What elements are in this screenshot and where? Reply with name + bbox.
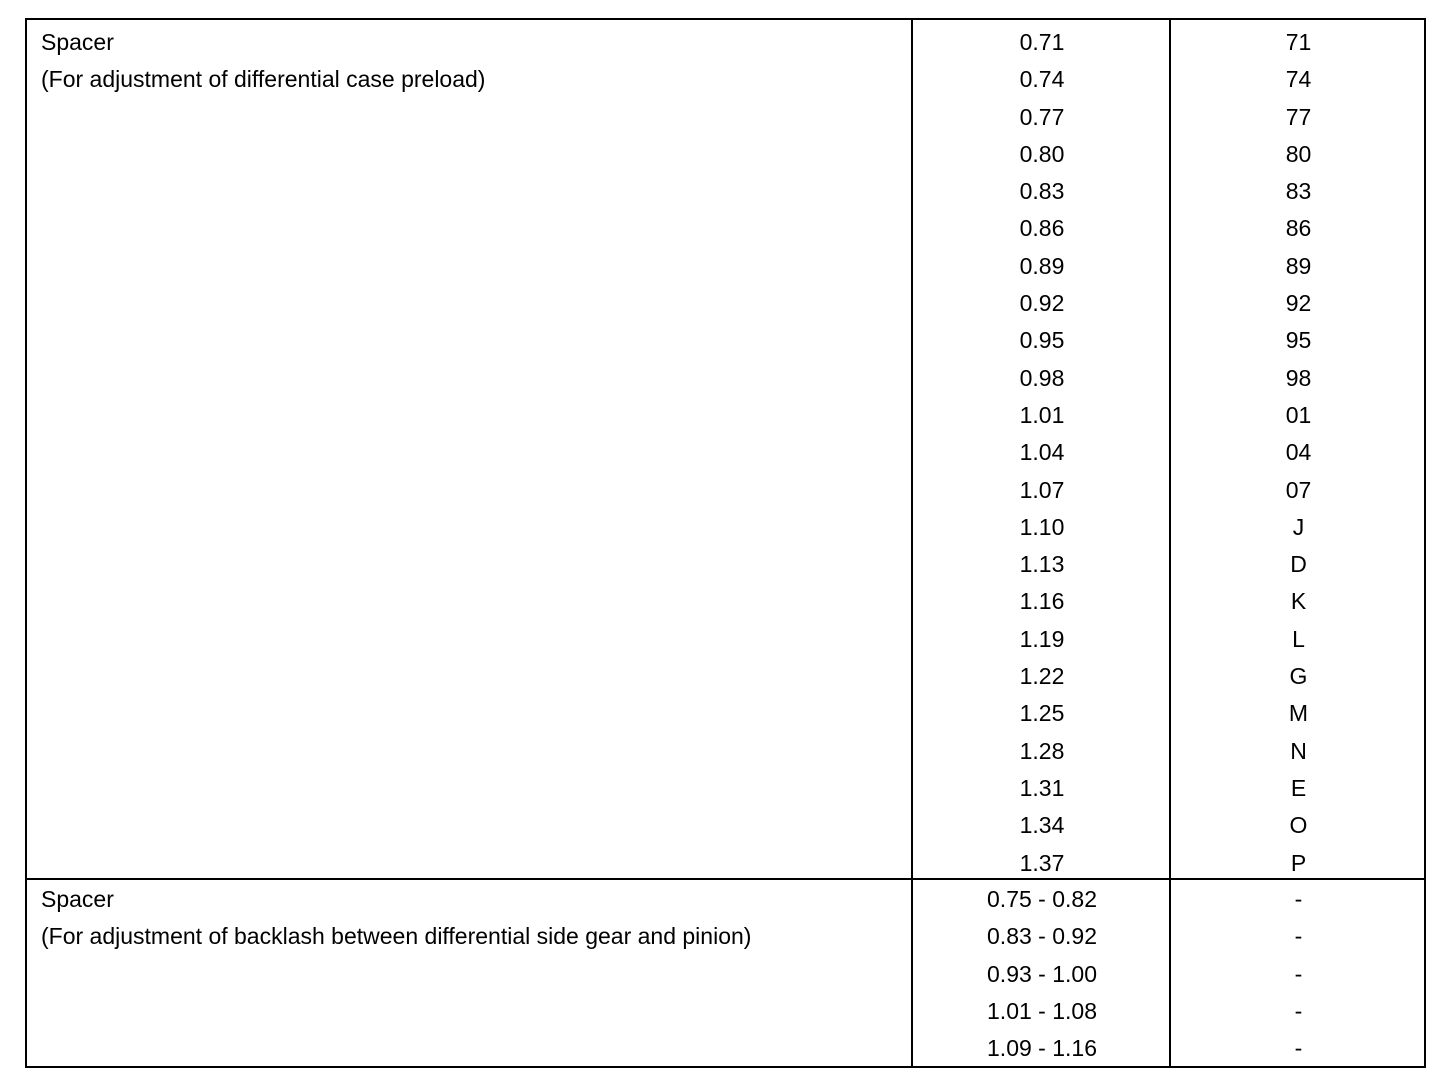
thickness-value: 1.34	[1019, 812, 1065, 839]
mark-value: E	[1290, 774, 1307, 801]
mark-value: G	[1289, 663, 1308, 690]
thickness-value: 0.93 - 1.00	[987, 960, 1097, 987]
table-section-preload	[27, 20, 1424, 880]
mark-value: -	[1294, 886, 1303, 912]
thickness-value: 0.80	[1019, 140, 1065, 167]
thickness-value: 1.19	[1019, 625, 1065, 652]
thickness-value: 0.74	[1019, 66, 1065, 93]
thickness-value: 1.16	[1019, 588, 1065, 615]
part-name-note: (For adjustment of differential case preload)	[41, 66, 486, 93]
thickness-value: 0.71	[1019, 29, 1065, 55]
mark-list	[1173, 881, 1424, 1067]
thickness-value: 0.95	[1019, 327, 1065, 354]
mark-value: L	[1292, 625, 1305, 652]
mark-value: M	[1288, 700, 1309, 727]
thickness-value: 1.07	[1019, 476, 1065, 503]
mark-value: 98	[1285, 364, 1312, 391]
thickness-value: 0.77	[1019, 103, 1065, 130]
thickness-column	[915, 20, 1171, 878]
table-section-backlash	[27, 880, 1424, 1066]
thickness-value: 0.83 - 0.92	[987, 923, 1097, 950]
mark-column	[1173, 20, 1424, 878]
mark-value: 74	[1285, 66, 1312, 93]
mark-column	[1173, 880, 1424, 1066]
thickness-value: 0.92	[1019, 290, 1065, 317]
mark-value: 95	[1285, 327, 1312, 354]
thickness-list	[915, 24, 1169, 882]
part-name-note: (For adjustment of backlash between differential side gear and pinion)	[41, 923, 752, 950]
thickness-value: 0.98	[1019, 364, 1065, 391]
part-name-cell	[27, 20, 913, 878]
mark-value: 89	[1285, 252, 1312, 279]
thickness-value: 1.01 - 1.08	[987, 997, 1097, 1024]
thickness-value: 0.83	[1019, 178, 1065, 205]
mark-value: -	[1294, 960, 1303, 987]
thickness-value: 0.75 - 0.82	[987, 886, 1097, 912]
thickness-value: 1.10	[1019, 513, 1065, 540]
thickness-value: 1.37	[1019, 849, 1065, 876]
mark-value: 07	[1285, 476, 1312, 503]
part-name-title: Spacer	[41, 29, 114, 55]
mark-value: K	[1290, 588, 1307, 615]
mark-value: 92	[1285, 290, 1312, 317]
mark-value: J	[1292, 513, 1305, 540]
part-name-cell	[27, 880, 913, 1066]
thickness-column	[915, 880, 1171, 1066]
mark-value: 71	[1285, 29, 1312, 55]
mark-value: N	[1290, 737, 1307, 764]
thickness-value: 1.01	[1019, 401, 1065, 428]
mark-list	[1173, 24, 1424, 882]
mark-value: 86	[1285, 215, 1312, 242]
thickness-value: 1.04	[1019, 439, 1065, 466]
thickness-value: 0.89	[1019, 252, 1065, 279]
thickness-value: 1.25	[1019, 700, 1065, 727]
thickness-value: 1.22	[1019, 663, 1065, 690]
part-name	[41, 24, 485, 99]
part-name	[41, 881, 751, 956]
thickness-value: 0.86	[1019, 215, 1065, 242]
mark-value: 83	[1285, 178, 1312, 205]
mark-value: D	[1290, 551, 1307, 578]
mark-value: 80	[1285, 140, 1312, 167]
mark-value: 04	[1285, 439, 1312, 466]
spacer-spec-table	[25, 18, 1426, 1068]
mark-value: O	[1289, 812, 1308, 839]
thickness-value: 1.31	[1019, 774, 1065, 801]
mark-value: P	[1290, 849, 1307, 876]
part-name-title: Spacer	[41, 886, 114, 912]
thickness-value: 1.09 - 1.16	[987, 1035, 1097, 1062]
mark-value: -	[1294, 1035, 1303, 1062]
mark-value: 77	[1285, 103, 1312, 130]
mark-value: -	[1294, 997, 1303, 1024]
thickness-value: 1.28	[1019, 737, 1065, 764]
mark-value: -	[1294, 923, 1303, 950]
thickness-list	[915, 881, 1169, 1067]
thickness-value: 1.13	[1019, 551, 1065, 578]
mark-value: 01	[1285, 401, 1312, 428]
